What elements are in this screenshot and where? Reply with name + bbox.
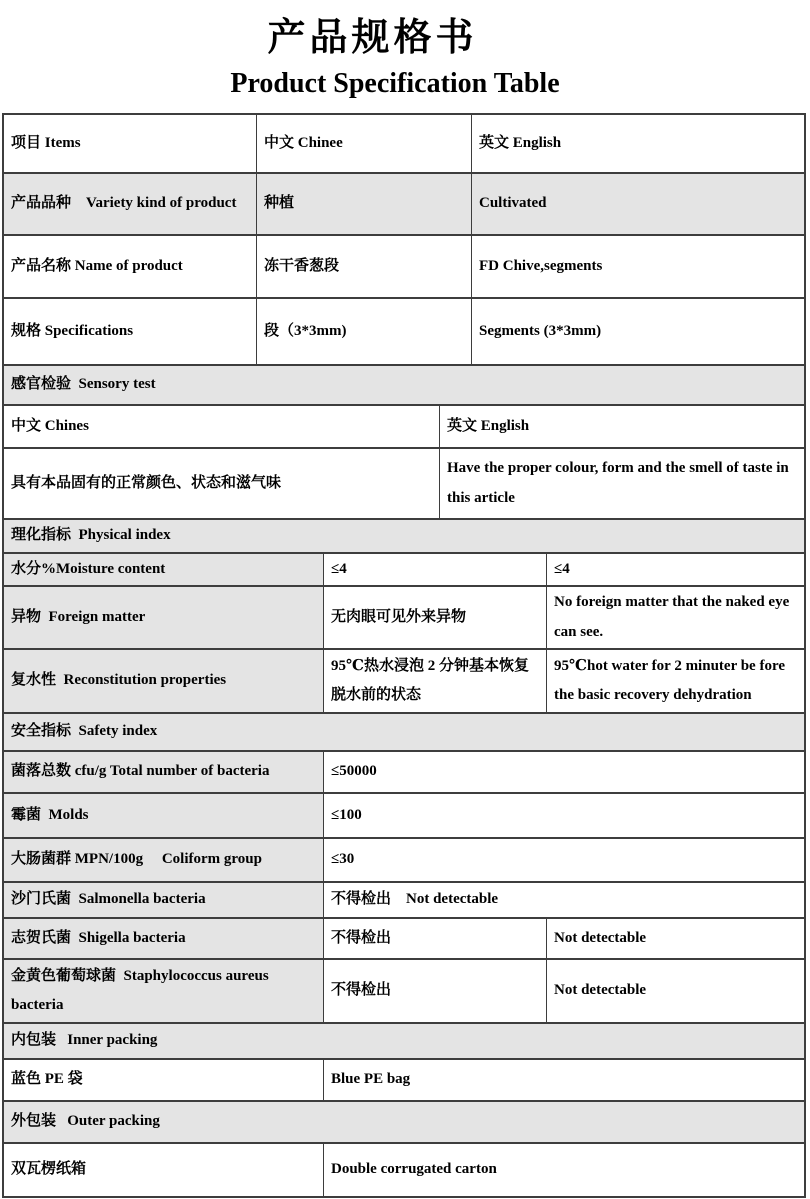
cell-salmonella-label: 沙门氏菌 Salmonella bacteria	[4, 883, 324, 919]
cell-variety-label: 产品品种 Variety kind of product	[4, 174, 257, 236]
cell-inner-packing-title: 内包装 Inner packing	[4, 1024, 804, 1060]
row-reconstitution	[4, 650, 804, 714]
cell-foreign-matter-en: No foreign matter that the naked eye can see.	[547, 587, 804, 650]
row-product-name	[4, 236, 804, 299]
cell-variety-zh: 种植	[257, 174, 472, 236]
cell-sensory-section-title: 感官检验 Sensory test	[4, 366, 804, 406]
cell-outer-packing-title: 外包装 Outer packing	[4, 1102, 804, 1144]
cell-foreign-matter-label: 异物 Foreign matter	[4, 587, 324, 650]
cell-moisture-zh: ≤4	[324, 554, 547, 587]
row-items-header	[4, 115, 804, 174]
spec-table	[2, 113, 806, 1198]
cell-staphylococcus-label: 金黄色葡萄球菌 Staphylococcus aureus bacteria	[4, 960, 324, 1024]
cell-inner-packing-en: Blue PE bag	[324, 1060, 804, 1102]
cell-items-header-label: 项目 Items	[4, 115, 257, 174]
cell-moisture-en: ≤4	[547, 554, 804, 587]
row-variety	[4, 174, 804, 236]
cell-outer-packing-zh: 双瓦楞纸箱	[4, 1144, 324, 1196]
cell-items-header-zh: 中文 Chinee	[257, 115, 472, 174]
row-shigella	[4, 919, 804, 960]
cell-reconstitution-zh: 95℃热水浸泡 2 分钟基本恢复脱水前的状态	[324, 650, 547, 714]
row-total-bacteria	[4, 752, 804, 794]
row-inner-packing	[4, 1060, 804, 1102]
cell-salmonella-value: 不得检出 Not detectable	[324, 883, 804, 919]
row-safety-section-header	[4, 714, 804, 752]
cell-safety-section-title: 安全指标 Safety index	[4, 714, 804, 752]
cell-moisture-label: 水分%Moisture content	[4, 554, 324, 587]
page-title-en: Product Specification Table	[230, 68, 560, 99]
cell-shigella-label: 志贺氏菌 Shigella bacteria	[4, 919, 324, 960]
row-outer-packing	[4, 1144, 804, 1196]
cell-product-name-zh: 冻干香葱段	[257, 236, 472, 299]
row-foreign-matter	[4, 587, 804, 650]
row-salmonella	[4, 883, 804, 919]
cell-total-bacteria-value: ≤50000	[324, 752, 804, 794]
cell-physical-section-title: 理化指标 Physical index	[4, 520, 804, 554]
cell-staphylococcus-zh: 不得检出	[324, 960, 547, 1024]
cell-product-name-en: FD Chive,segments	[472, 236, 804, 299]
row-sensory-lang-header	[4, 406, 804, 449]
cell-specifications-zh: 段（3*3mm)	[257, 299, 472, 366]
cell-outer-packing-en: Double corrugated carton	[331, 1161, 497, 1178]
row-specifications	[4, 299, 804, 366]
row-sensory-description	[4, 449, 804, 520]
cell-sensory-header-zh: 中文 Chines	[4, 406, 440, 449]
cell-foreign-matter-zh: 无肉眼可见外来异物	[324, 587, 547, 650]
row-staphylococcus	[4, 960, 804, 1024]
cell-shigella-en: Not detectable	[547, 919, 804, 960]
page-title-zh: 产品规格书	[267, 17, 478, 59]
row-physical-section-header	[4, 520, 804, 554]
cell-total-bacteria-label: 菌落总数 cfu/g Total number of bacteria	[4, 752, 324, 794]
cell-variety-en: Cultivated	[472, 174, 804, 236]
cell-inner-packing-zh: 蓝色 PE 袋	[4, 1060, 324, 1102]
cell-molds-label: 霉菌 Molds	[4, 794, 324, 839]
cell-reconstitution-en: 95℃hot water for 2 minuter be fore the basic recovery dehydration	[547, 650, 804, 714]
cell-items-header-en: 英文 English	[472, 115, 804, 174]
row-inner-packing-header	[4, 1024, 804, 1060]
row-molds	[4, 794, 804, 839]
cell-specifications-label: 规格 Specifications	[4, 299, 257, 366]
cell-specifications-en: Segments (3*3mm)	[472, 299, 804, 366]
cell-molds-value: ≤100	[324, 794, 804, 839]
cell-reconstitution-label: 复水性 Reconstitution properties	[4, 650, 324, 714]
row-outer-packing-header	[4, 1102, 804, 1144]
cell-coliform-value: ≤30	[324, 839, 804, 883]
cell-sensory-header-en: 英文 English	[440, 406, 804, 449]
cell-product-name-label: 产品名称 Name of product	[4, 236, 257, 299]
cell-coliform-label: 大肠菌群 MPN/100g Coliform group	[4, 839, 324, 883]
cell-staphylococcus-en: Not detectable	[547, 960, 804, 1024]
cell-shigella-zh: 不得检出	[324, 919, 547, 960]
row-moisture	[4, 554, 804, 587]
row-coliform	[4, 839, 804, 883]
cell-sensory-desc-en: Have the proper colour, form and the smell of taste in this article	[440, 449, 804, 520]
row-sensory-section-header	[4, 366, 804, 406]
cell-sensory-desc-zh: 具有本品固有的正常颜色、状态和滋气味	[4, 449, 440, 520]
